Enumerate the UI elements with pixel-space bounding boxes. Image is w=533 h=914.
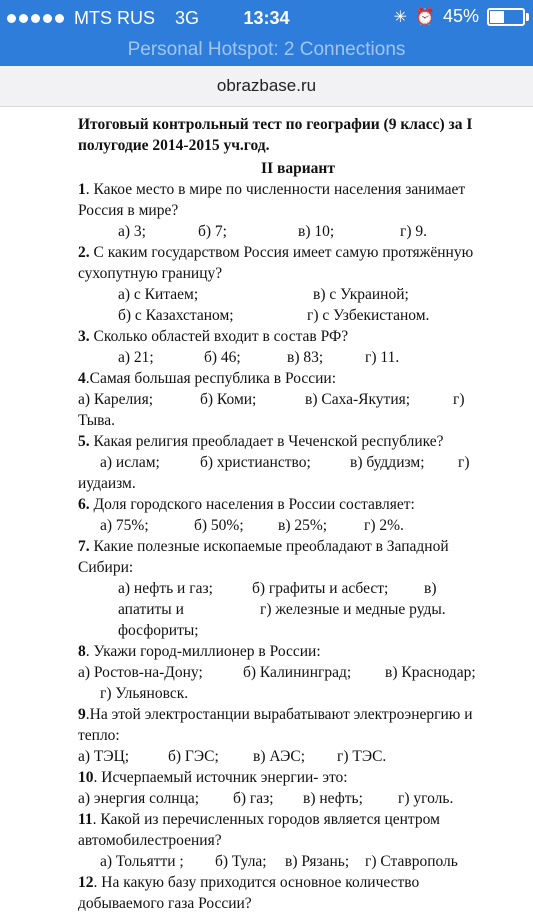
- question-5: 5. Какая религия преобладает в Чеченской республике?: [78, 433, 444, 450]
- question-1-cont: Россия в мире?: [78, 202, 179, 219]
- answers-7b: апатиты и фосфориты; г) железные и медные руды.: [118, 601, 446, 639]
- alarm-icon: ⏰: [415, 8, 435, 26]
- answers-3: а) 21; б) 46; в) 83; г) 11.: [118, 349, 400, 366]
- network-type: 3G: [175, 8, 200, 28]
- battery-percent: 45%: [442, 6, 479, 26]
- answers-5: а) ислам; б) христианство; в) буддизм; г): [100, 454, 470, 471]
- clock: 13:34: [243, 8, 290, 28]
- answers-6: а) 75%; б) 50%; в) 25%; г) 2%.: [100, 517, 404, 534]
- question-1: 1. Какое место в мире по численности населения занимает: [78, 181, 466, 198]
- question-7: 7. Какие полезные ископаемые преобладают в Западной: [78, 538, 449, 555]
- answers-10: а) энергия солнца; б) газ; в) нефть; г) уголь.: [78, 790, 454, 807]
- answers-11: а) Тольятти ; б) Тула; в) Рязань; г) Ставрополь: [100, 853, 458, 870]
- question-11: 11. Какой из перечисленных городов является центром: [78, 811, 440, 828]
- question-6: 6. Доля городского населения в России составляет:: [78, 496, 415, 513]
- answers-1: а) 3; б) 7; в) 10; г) 9.: [118, 223, 428, 240]
- answers-2a: а) с Китаем; в) с Украиной;: [118, 286, 409, 303]
- question-11-cont: автомобилестроения?: [78, 832, 222, 849]
- variant-heading: II вариант: [261, 160, 335, 177]
- answers-5-cont: иудаизм.: [78, 475, 136, 492]
- battery-icon: [487, 8, 525, 26]
- orientation-lock-icon: ✳: [393, 8, 408, 26]
- status-bar: [0, 0, 533, 36]
- question-3: 3. Сколько областей входит в состав РФ?: [78, 328, 349, 345]
- question-8: 8. Укажи город-миллионер в России:: [78, 643, 321, 660]
- question-2: 2. С каким государством Россия имеет самую протяжённую: [78, 244, 474, 261]
- answers-9: а) ТЭЦ; б) ГЭС; в) АЭС; г) ТЭС.: [78, 748, 387, 765]
- answers-4: а) Карелия; б) Коми; в) Саха-Якутия; г): [78, 391, 465, 408]
- answers-8: а) Ростов-на-Дону; б) Калининград; в) Краснодар;: [78, 664, 476, 681]
- answers-7a: а) нефть и газ; б) графиты и асбест; в): [118, 580, 437, 597]
- answers-8-cont: г) Ульяновск.: [100, 685, 189, 702]
- carrier-name: MTS RUS: [74, 8, 155, 28]
- question-2-cont: сухопутную границу?: [78, 265, 223, 282]
- question-4: 4.Самая большая республика в России:: [78, 370, 337, 387]
- question-12: 12. На какую базу приходится основное количество: [78, 874, 420, 891]
- answers-2b: б) с Казахстаном; г) с Узбекистаном.: [118, 307, 430, 324]
- doc-title-line2: полугодие 2014-2015 уч.год.: [78, 137, 270, 154]
- address-bar[interactable]: obrazbase.ru: [0, 66, 533, 107]
- question-9: 9.На этой электростанции вырабатывают электроэнергию и: [78, 706, 473, 723]
- hotspot-banner[interactable]: Personal Hotspot: 2 Connections: [0, 36, 533, 66]
- question-7-cont: Сибири:: [78, 559, 134, 576]
- question-10: 10. Исчерпаемый источник энергии- это:: [78, 769, 348, 786]
- question-9-cont: тепло:: [78, 727, 120, 744]
- question-12-cont: добываемого газа России?: [78, 895, 252, 912]
- doc-title-line1: Итоговый контрольный тест по географии (9 класс) за I: [78, 116, 473, 133]
- document: [78, 110, 518, 914]
- answers-4-cont: Тыва.: [78, 412, 115, 429]
